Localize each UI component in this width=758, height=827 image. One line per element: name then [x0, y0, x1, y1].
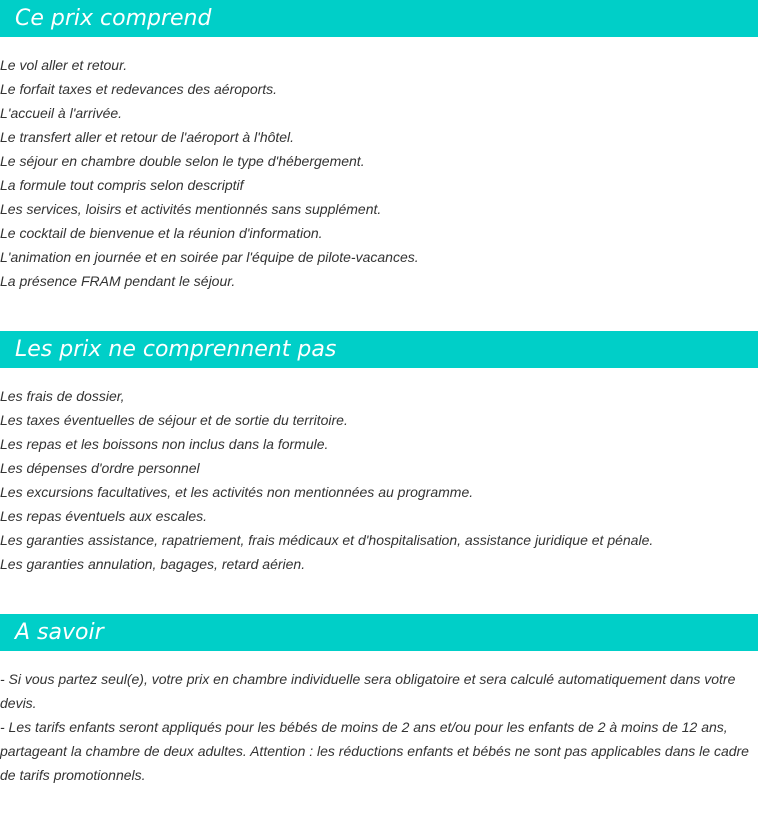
info-paragraph: - Les tarifs enfants seront appliqués pour les bébés de moins de 2 ans et/ou pour les enfants de 2 à moins de 12 ans, partageant la chambre de deux adultes. Attention : les réductions enfants et bébés ne sont pas applicables dans le cadre de tarifs promotionnels.: [0, 719, 749, 783]
section-good-to-know: [0, 614, 758, 787]
list-item: La présence FRAM pendant le séjour.: [0, 273, 236, 289]
section-price-excludes: [0, 331, 758, 576]
section-title-includes: Ce prix comprend: [0, 0, 758, 37]
list-item: Les taxes éventuelles de séjour et de sortie du territoire.: [0, 412, 348, 428]
list-item: Les garanties annulation, bagages, retard aérien.: [0, 556, 306, 572]
section-title-excludes: Les prix ne comprennent pas: [0, 331, 758, 368]
includes-list: [0, 37, 758, 293]
section-title-info: A savoir: [0, 614, 758, 651]
list-item: Les frais de dossier,: [0, 388, 125, 404]
list-item: L'accueil à l'arrivée.: [0, 105, 123, 121]
list-item: L'animation en journée et en soirée par l'équipe de pilote-vacances.: [0, 249, 419, 265]
list-item: Le forfait taxes et redevances des aéroports.: [0, 81, 278, 97]
list-item: Les dépenses d'ordre personnel: [0, 460, 200, 476]
list-item: Le séjour en chambre double selon le type d'hébergement.: [0, 153, 365, 169]
info-text: [0, 651, 758, 787]
info-paragraph: - Si vous partez seul(e), votre prix en chambre individuelle sera obligatoire et sera calculé automatiquement dans votre devis.: [0, 671, 736, 711]
list-item: Les excursions facultatives, et les activités non mentionnées au programme.: [0, 484, 474, 500]
list-item: Le cocktail de bienvenue et la réunion d'information.: [0, 225, 323, 241]
list-item: Les repas et les boissons non inclus dans la formule.: [0, 436, 329, 452]
list-item: La formule tout compris selon descriptif: [0, 177, 244, 193]
list-item: Les garanties assistance, rapatriement, frais médicaux et d'hospitalisation, assistance juridique et pénale.: [0, 532, 654, 548]
section-price-includes: [0, 0, 758, 293]
list-item: Les services, loisirs et activités mentionnés sans supplément.: [0, 201, 382, 217]
excludes-list: [0, 368, 758, 576]
list-item: Le transfert aller et retour de l'aéroport à l'hôtel.: [0, 129, 295, 145]
list-item: Le vol aller et retour.: [0, 57, 128, 73]
list-item: Les repas éventuels aux escales.: [0, 508, 208, 524]
